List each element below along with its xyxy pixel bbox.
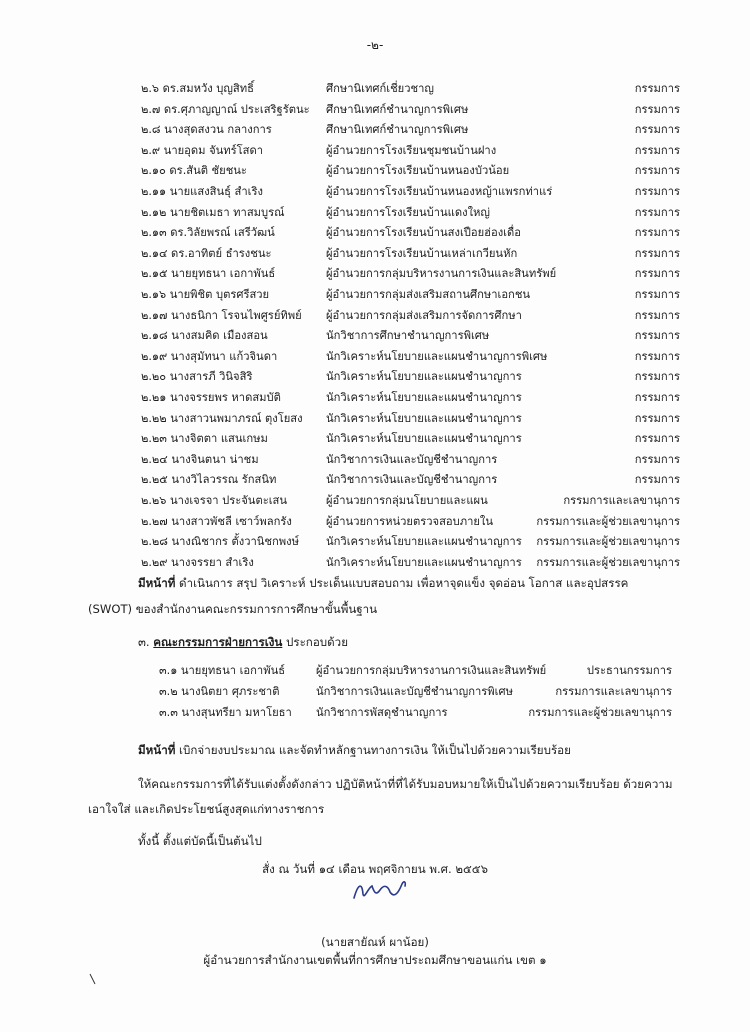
signature-image: [350, 874, 410, 904]
member-name: ๒.๑๗ นางธนิกา โรจนไพศูรย์ทิพย์: [141, 308, 302, 322]
duty-label: มีหน้าที่: [138, 576, 176, 590]
member-role: กรรมการและผู้ช่วยเลขานุการ: [536, 535, 680, 549]
member-name: ๒.๑๙ นางสุมัทนา แก้วจินดา: [141, 349, 278, 363]
effective-statement: ทั้งนี้ ตั้งแต่บัดนี้เป็นต้นไป: [138, 834, 262, 848]
member-row: [0, 326, 750, 346]
member-name: ๒.๒๓ นางจิตตา แสนเกษม: [141, 432, 268, 446]
member-position: ผู้อำนวยการหน่วยตรวจสอบภายใน: [326, 514, 494, 528]
member-name: ๒.๒๗ นางสาวพัชลี เซาว์พลกรัง: [141, 514, 292, 528]
member-role: กรรมการ: [634, 411, 680, 425]
member-name: ๒.๒๙ นางจรรยา สำเริง: [141, 555, 254, 569]
member-position: นักวิเคราะห์นโยบายและแผนชำนาญการ: [326, 411, 522, 425]
member-row: [0, 512, 750, 532]
finance-member-row: [0, 703, 750, 723]
member-name: ๒.๑๘ นางสมคิด เมืองสอน: [141, 329, 268, 343]
member-row: [0, 182, 750, 202]
member-row: [0, 450, 750, 470]
member-role: กรรมการ: [634, 267, 680, 281]
member-name: ๒.๑๒ นายชิตเมธา ทาสมบูรณ์: [141, 205, 285, 219]
member-role: กรรมการ: [634, 329, 680, 343]
member-name: ๓.๒ นางนิตยา ศุภระชาติ: [159, 685, 280, 698]
member-name: ๓.๓ นางสุนทรียา มหาโยธา: [159, 706, 292, 719]
member-role: กรรมการ: [634, 164, 680, 178]
member-role: กรรมการ: [634, 102, 680, 116]
page-number: -๒-: [366, 38, 384, 52]
member-position: นักวิชาการเงินและบัญชีชำนาญการพิเศษ: [316, 685, 513, 698]
duty-text: เบิกจ่ายงบประมาณ และจัดทำหลักฐานทางการเงิน ให้เป็นไปด้วยความเรียบร้อย: [175, 743, 571, 757]
member-role: กรรมการ: [634, 370, 680, 384]
member-row: [0, 347, 750, 367]
member-row: [0, 367, 750, 387]
member-role: กรรมการ: [634, 185, 680, 198]
member-name: ๒.๑๑ นายแสงสินธุ์ สำเริง: [141, 185, 263, 198]
member-row: [0, 553, 750, 573]
member-role: กรรมการและผู้ช่วยเลขานุการ: [536, 514, 680, 528]
member-name: ๒.๑๐ ดร.สันติ ชัยชนะ: [141, 164, 247, 178]
member-role: กรรมการและเลขานุการ: [563, 494, 680, 507]
member-row: [0, 306, 750, 326]
member-position: นักวิเคราะห์นโยบายและแผนชำนาญการ: [326, 555, 522, 569]
member-position: ศึกษานิเทศก์ชำนาญการพิเศษ: [326, 102, 469, 116]
member-position: ผู้อำนวยการกลุ่มส่งเสริมการจัดการศึกษา: [326, 308, 522, 322]
member-position: ผู้อำนวยการโรงเรียนชุมชนบ้านฝาง: [326, 143, 497, 157]
member-role: กรรมการ: [634, 288, 680, 301]
member-row: [0, 409, 750, 429]
member-position: ผู้อำนวยการโรงเรียนบ้านหนองบัวน้อย: [326, 164, 510, 178]
member-row: [0, 470, 750, 490]
finance-member-row: [0, 661, 750, 681]
member-role: กรรมการและเลขานุการ: [555, 685, 672, 698]
member-name: ๒.๑๕ นายยุทธนา เอกาพันธ์: [141, 267, 276, 281]
member-position: นักวิเคราะห์นโยบายและแผนชำนาญการ: [326, 391, 522, 404]
member-role: กรรมการ: [634, 308, 680, 322]
member-position: นักวิเคราะห์นโยบายและแผนชำนาญการ: [326, 370, 522, 384]
member-name: ๒.๒๘ นางณิชากร ตั้งวานิชกพงษ์: [141, 535, 299, 549]
member-position: นักวิชาการเงินและบัญชีชำนาญการ: [326, 452, 498, 466]
duty-paragraph-2: [138, 742, 571, 760]
signer-title: ผู้อำนวยการสำนักงานเขตพื้นที่การศึกษาประถมศึกษาขอนแก่น เขต ๑: [203, 953, 547, 967]
member-position: ผู้อำนวยการกลุ่มส่งเสริมสถานศึกษาเอกชน: [326, 288, 531, 301]
member-row: [0, 203, 750, 223]
member-position: ศึกษานิเทศก์ชำนาญการพิเศษ: [326, 123, 469, 137]
member-role: กรรมการและผู้ช่วยเลขานุการ: [536, 555, 680, 569]
member-row: [0, 532, 750, 552]
member-role: กรรมการ: [634, 432, 680, 446]
section-3-heading: [138, 634, 348, 652]
member-row: [0, 100, 750, 120]
member-position: ผู้อำนวยการโรงเรียนบ้านหนองหญ้าแพรกท่าแร่: [326, 185, 553, 198]
member-position: นักวิเคราะห์นโยบายและแผนชำนาญการพิเศษ: [326, 349, 548, 363]
member-role: กรรมการ: [634, 452, 680, 466]
member-name: ๒.๑๔ ดร.อาทิตย์ ธำรงชนะ: [141, 246, 272, 260]
member-name: ๒.๘ นางสุดสงวน กลางการ: [141, 123, 272, 137]
member-name: ๒.๙ นายอุดม จันทร์โสดา: [141, 143, 264, 157]
member-position: นักวิชาการเงินและบัญชีชำนาญการ: [326, 473, 498, 487]
member-row: [0, 141, 750, 161]
member-name: ๒.๒๑ นางจรรยพร หาดสมบัติ: [141, 391, 281, 404]
finance-member-row: [0, 682, 750, 702]
member-role: กรรมการ: [634, 226, 680, 240]
member-role: ประธานกรรมการ: [586, 664, 672, 677]
signer-name: (นายสายัณห์ ผาน้อย): [321, 935, 429, 949]
member-row: [0, 161, 750, 181]
member-position: ผู้อำนวยการโรงเรียนบ้านแดงใหญ่: [326, 205, 490, 219]
duty-paragraph-1-cont: (SWOT) ของสำนักงานคณะกรรมการการศึกษาขั้นพื้นฐาน: [88, 602, 378, 616]
member-row: [0, 223, 750, 243]
member-role: กรรมการ: [634, 391, 680, 404]
member-name: ๒.๒๐ นางสารภี วินิจสิริ: [141, 370, 253, 384]
member-row: [0, 244, 750, 264]
member-position: นักวิเคราะห์นโยบายและแผนชำนาญการ: [326, 432, 522, 446]
duty-label: มีหน้าที่: [138, 743, 176, 757]
member-position: ผู้อำนวยการกลุ่มบริหารงานการเงินและสินทรัพย์: [326, 267, 557, 281]
member-role: กรรมการ: [634, 123, 680, 137]
member-role: กรรมการ: [634, 473, 680, 487]
member-position: นักวิเคราะห์นโยบายและแผนชำนาญการ: [326, 535, 522, 549]
member-position: นักวิชาการศึกษาชำนาญการพิเศษ: [326, 329, 490, 343]
member-row: [0, 429, 750, 449]
member-position: ผู้อำนวยการกลุ่มบริหารงานการเงินและสินทรัพย์: [316, 664, 547, 677]
member-role: กรรมการ: [634, 246, 680, 260]
member-name: ๒.๒๒ นางสาวนพมาภรณ์ ตุงโยสง: [141, 411, 303, 425]
member-row: [0, 388, 750, 408]
member-name: ๒.๒๕ นางวิไลวรรณ รักสนิท: [141, 473, 277, 487]
closing-paragraph-cont: เอาใจใส่ และเกิดประโยชน์สูงสุดแก่ทางราชการ: [88, 802, 325, 816]
member-name: ๒.๗ ดร.ศุภาญญาณ์ ประเสริฐรัตนะ: [141, 102, 310, 116]
member-name: ๒.๒๖ นางเจรจา ประจันตะเสน: [141, 494, 288, 507]
member-position: ผู้อำนวยการกลุ่มนโยบายและแผน: [326, 494, 488, 507]
member-row: [0, 264, 750, 284]
member-name: ๒.๑๓ ดร.วิลัยพรณ์ เสรีวัฒน์: [141, 226, 275, 240]
stray-pen-mark: [88, 972, 98, 986]
member-role: กรรมการ: [634, 349, 680, 363]
closing-paragraph: ให้คณะกรรมการที่ได้รับแต่งตั้งดังกล่าว ปฏิบัติหน้าที่ที่ได้รับมอบหมายให้เป็นไปด้วยความเรียบร้อย ด้วยความ: [138, 777, 673, 791]
member-position: นักวิชาการพัสดุชำนาญการ: [316, 706, 448, 719]
duty-paragraph-1: [138, 575, 628, 593]
member-position: ผู้อำนวยการโรงเรียนบ้านเหล่าเกวียนหัก: [326, 246, 518, 260]
member-row: [0, 491, 750, 511]
duty-text: ดำเนินการ สรุป วิเคราะห์ ประเด็นแบบสอบถาม เพื่อหาจุดแข็ง จุดอ่อน โอกาส และอุปสรรค: [175, 576, 629, 590]
member-name: ๒.๑๖ นายพิชิต บุตรศรีสวย: [141, 288, 270, 301]
member-position: ผู้อำนวยการโรงเรียนบ้านสงเปือยฮ่องเดื่อ: [326, 226, 521, 240]
member-role: กรรมการ: [634, 82, 680, 95]
order-date: สั่ง ณ วันที่ ๑๔ เดือน พฤศจิกายน พ.ศ. ๒๕๕๖: [262, 862, 488, 876]
section-title: คณะกรรมการฝ่ายการเงิน: [153, 635, 283, 649]
member-row: [0, 79, 750, 99]
member-row: [0, 120, 750, 140]
member-row: [0, 285, 750, 305]
member-position: ศึกษานิเทศก์เชี่ยวชาญ: [326, 82, 434, 95]
member-name: ๓.๑ นายยุทธนา เอกาพันธ์: [159, 664, 286, 677]
member-role: กรรมการ: [634, 143, 680, 157]
member-name: ๒.๖ ดร.สมหวัง บุญสิทธิ์: [141, 82, 254, 95]
member-role: กรรมการ: [634, 205, 680, 219]
member-role: กรรมการและผู้ช่วยเลขานุการ: [528, 706, 672, 719]
section-suffix: ประกอบด้วย: [282, 635, 348, 649]
member-name: ๒.๒๔ นางจินตนา น่าชม: [141, 452, 259, 466]
section-number: ๓.: [138, 635, 154, 649]
